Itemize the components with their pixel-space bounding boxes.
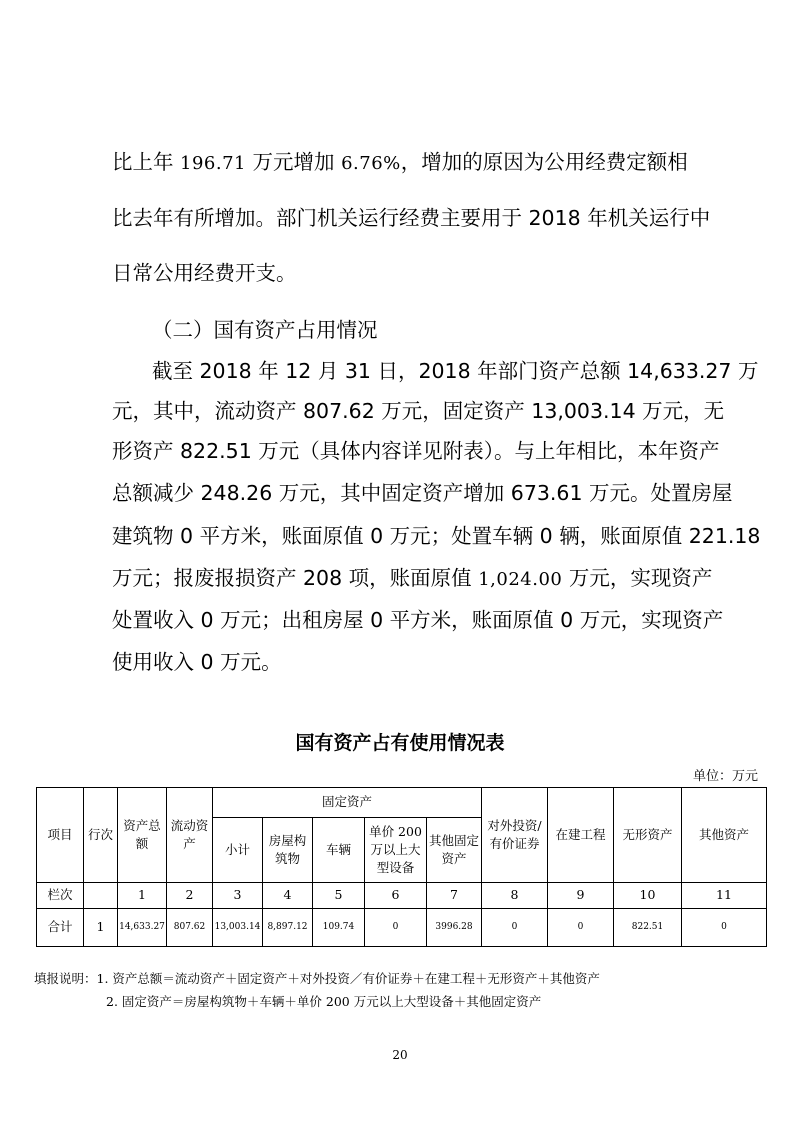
column-number: 11 — [682, 883, 767, 909]
paragraph-line: 使用收入 0 万元。 — [112, 650, 282, 674]
note-line-2: 2. 固定资产＝房屋构筑物＋车辆＋单价 200 万元以上大型设备＋其他固定资产 — [106, 994, 542, 1009]
section-heading: （二）国有资产占用情况 — [152, 318, 378, 342]
paragraph-line: 形资产 822.51 万元（具体内容详见附表）。与上年相比，本年资产 — [112, 439, 720, 463]
note-prefix: 填报说明： — [34, 971, 97, 986]
column-number: 4 — [263, 883, 313, 909]
row-no-cell — [84, 883, 118, 909]
column-number: 5 — [313, 883, 365, 909]
row-no-cell: 1 — [84, 909, 118, 947]
paragraph-line: 处置收入 0 万元；出租房屋 0 平方米，账面原值 0 万元，实现资产 — [112, 608, 724, 632]
column-number: 9 — [548, 883, 614, 909]
header-subtotal: 小计 — [213, 818, 263, 883]
value-cell: 13,003.14 — [213, 909, 263, 947]
row-label: 栏次 — [37, 883, 84, 909]
header-intangible: 无形资产 — [614, 788, 682, 883]
column-number: 1 — [118, 883, 167, 909]
value-cell: 14,633.27 — [118, 909, 167, 947]
column-number: 6 — [365, 883, 427, 909]
column-number: 8 — [482, 883, 548, 909]
row-label: 合计 — [37, 909, 84, 947]
value-cell: 109.74 — [313, 909, 365, 947]
table-title: 国有资产占有使用情况表 — [295, 732, 505, 754]
text-run: 万元增加 — [246, 150, 342, 174]
value-cell: 3996.28 — [427, 909, 482, 947]
number: 6.76% — [341, 153, 401, 174]
asset-table — [36, 787, 767, 947]
number: 1,024.00 — [478, 569, 563, 590]
value-cell: 807.62 — [167, 909, 213, 947]
text-run: 万元；报废报损资产 208 项，账面原值 — [112, 566, 479, 590]
paragraph-line: 元，其中，流动资产 807.62 万元，固定资产 13,003.14 万元，无 — [112, 399, 725, 423]
column-number: 2 — [167, 883, 213, 909]
header-other-fixed: 其他固定资产 — [427, 818, 482, 883]
value-cell: 0 — [548, 909, 614, 947]
text-run: 万元，实现资产 — [562, 566, 713, 590]
header-row-no: 行次 — [84, 788, 118, 883]
header-current-assets: 流动资产 — [167, 788, 213, 883]
header-investments: 对外投资/有价证券 — [482, 788, 548, 883]
header-construction: 在建工程 — [548, 788, 614, 883]
paragraph-line: 日常公用经费开支。 — [112, 261, 297, 285]
number: 196.71 — [180, 153, 247, 174]
value-cell: 822.51 — [614, 909, 682, 947]
header-row — [37, 788, 767, 818]
value-cell: 0 — [365, 909, 427, 947]
note-text: 1. 资产总额＝流动资产＋固定资产＋对外投资／有价证券＋在建工程＋无形资产＋其他资产 — [96, 971, 600, 986]
text-run: 比上年 — [112, 150, 181, 174]
value-cell: 0 — [482, 909, 548, 947]
paragraph-line: 比去年有所增加。部门机关运行经费主要用于 2018 年机关运行中 — [112, 206, 711, 230]
paragraph-line: 总额减少 248.26 万元，其中固定资产增加 673.61 万元。处置房屋 — [112, 481, 733, 505]
header-other-assets: 其他资产 — [682, 788, 767, 883]
header-buildings: 房屋构筑物 — [263, 818, 313, 883]
note-line-1 — [34, 969, 600, 987]
header-fixed-assets: 固定资产 — [213, 788, 482, 818]
value-cell: 8,897.12 — [263, 909, 313, 947]
page-number: 20 — [392, 1048, 408, 1062]
header-large-equipment: 单价 200 万以上大型设备 — [365, 818, 427, 883]
paragraph-line — [112, 150, 712, 175]
column-number: 7 — [427, 883, 482, 909]
total-row — [37, 909, 767, 947]
header-vehicles: 车辆 — [313, 818, 365, 883]
paragraph-line: 截至 2018 年 12 月 31 日，2018 年部门资产总额 14,633.27 万 — [152, 359, 759, 383]
column-number: 3 — [213, 883, 263, 909]
paragraph-line: 建筑物 0 平方米，账面原值 0 万元；处置车辆 0 辆，账面原值 221.18 — [112, 524, 761, 548]
unit-label: 单位：万元 — [692, 769, 758, 784]
column-number: 10 — [614, 883, 682, 909]
value-cell: 0 — [682, 909, 767, 947]
header-total-assets: 资产总额 — [118, 788, 167, 883]
header-item: 项目 — [37, 788, 84, 883]
text-run: ，增加的原因为公用经费定额相 — [400, 150, 688, 174]
paragraph-line — [112, 566, 712, 591]
column-number-row — [37, 883, 767, 909]
